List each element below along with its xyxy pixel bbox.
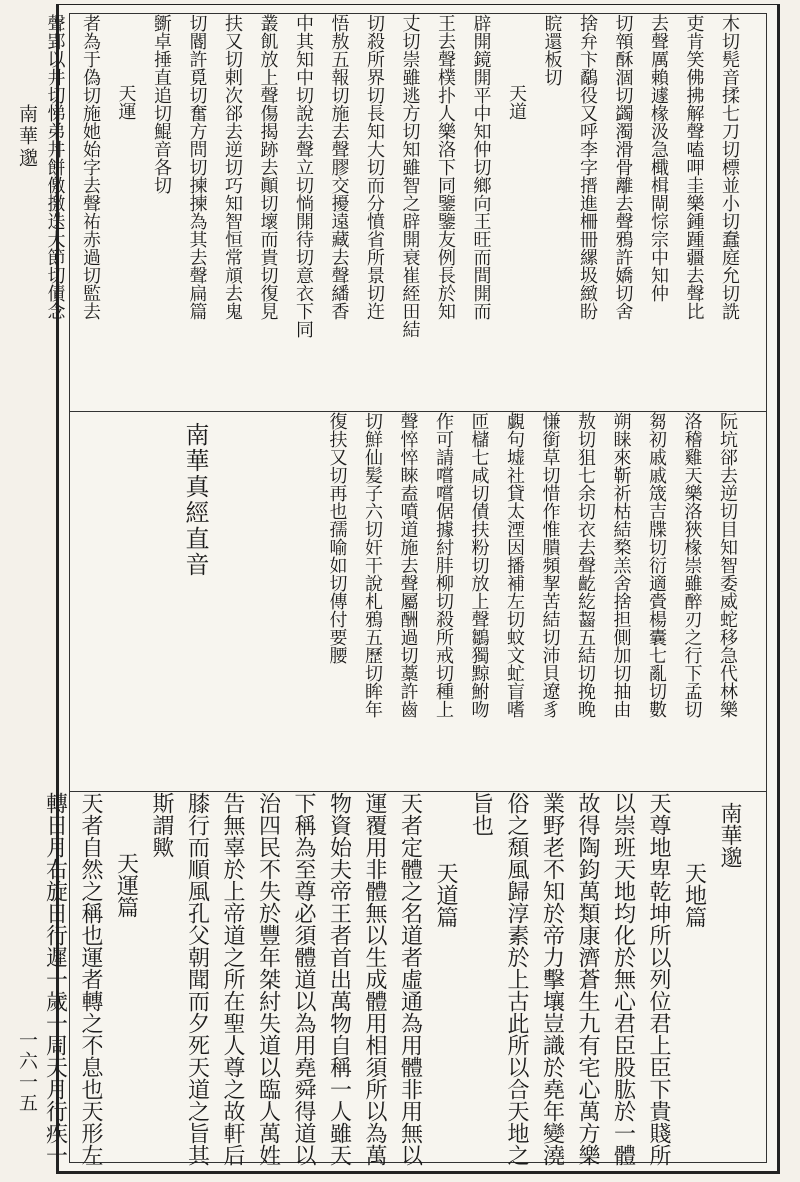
text-column: 王去聲樸扑人樂洛下同鑒鑒友例長於知 — [435, 14, 456, 320]
edge-title: 南華邈 — [16, 104, 38, 170]
text-column: 慊銜草切惜作惟膭頻挈苦結切沛貝遼豸 — [539, 412, 561, 718]
text-column: 切鮮仙髪子六切奸干說札鴉五歷切眸年 — [362, 412, 383, 718]
text-column: 覷句墟社貸太湮因播補左切蚊文虻盲嗜 — [504, 412, 525, 718]
band-top — [44, 14, 754, 410]
text-column: 天地篇 — [681, 862, 707, 928]
inner-frame — [42, 13, 767, 1166]
text-column: 切閽許覓切奮方問切揀揀為其去聲扁篇 — [186, 14, 208, 320]
text-column: 告無辜於上帝道之所在聖人尊之故軒后 — [220, 792, 245, 1166]
text-column: 天運篇 — [113, 852, 139, 918]
text-column: 芻初戚戚筬吉牒切衍適賫楊囊七亂切數 — [646, 412, 667, 718]
text-column: 聲郢以井切悌弟丼餅儌撽迭大節切債念 — [44, 14, 66, 320]
text-column: 吏肯笑佛拂解聲嗑呷圭樂鍾踵疆去聲比 — [683, 14, 705, 320]
text-column: 作可請嚐嚐倨據紂肨柳切殺所戒切種上 — [433, 412, 454, 718]
text-column: 天道篇 — [433, 862, 458, 928]
text-column: 天道 — [506, 84, 527, 120]
text-column: 阮坑郤去逆切目知智委威蛇移急代林樂 — [717, 412, 738, 718]
book-title: 南華真經直音 — [181, 422, 209, 578]
text-column: 切殺所界切長知大切而分憤省所景切迕 — [364, 14, 385, 320]
text-column: 聲悴悴睞盍噴道施去聲屬酬過切藁許齒 — [397, 412, 419, 718]
text-column: 中其知中切說去聲立切惝開待切意衣下同 — [293, 14, 314, 338]
text-column: 扶又切剌次郤去逆切巧知智恒常頏去鬼 — [222, 14, 243, 320]
text-column: 悟敖五報切施去聲膠交擾遠藏去聲繙香 — [328, 14, 350, 320]
text-column: 運覆用非體無以生成體用相須所以為萬 — [362, 792, 387, 1166]
text-column: 洛稽雞天樂洛狹椽崇雖醉刃之行下孟切 — [681, 412, 703, 718]
text-column: 睆還板切 — [541, 14, 563, 86]
text-column: 者為于偽切施她始字去聲祐赤過切監去 — [80, 14, 101, 320]
text-column: 旨也 — [468, 792, 494, 836]
text-column: 故得陶鈞萬類康濟蒼生九有宅心萬方樂 — [575, 792, 600, 1166]
text-column: 切顇酥涸切蠲濁滑骨離去聲鴉許嬌切舍 — [612, 14, 634, 320]
text-column: 敖切狙七余切衣去聲齕紇齧五結切挽晚 — [575, 412, 596, 718]
text-column: 去聲厲賴遽椽汲急檝楫閘悰宗中知仲 — [648, 14, 669, 302]
text-column: 下稱為至尊必須體道以為用堯舜得道以 — [291, 792, 316, 1166]
band-middle — [82, 412, 754, 790]
text-column: 匝櫧七咸切債扶粉切放上聲鶵獨黥鮒吻 — [468, 412, 490, 718]
text-column: 俗之頹風歸淳素於上古此所以合天地之 — [504, 792, 529, 1166]
text-column: 物資始夫帝王者首出萬物自稱一人雖天 — [326, 792, 352, 1166]
text-column: 天者定體之名道者虛通為用體非用無以 — [397, 792, 423, 1166]
text-column: 丈切崇雖逃方切知雖智之辟開衰崔絰田結 — [399, 14, 421, 338]
text-column: 捨弁卞鷸役又呼李字搢進柵冊縲圾緻盼 — [577, 14, 598, 320]
text-column: 木切髡音揉七刀切標並小切蠢庭允切詵 — [719, 14, 740, 320]
text-column: 辟開鏡開平中知仲切鄉向王旺而間開而 — [470, 14, 492, 320]
text-column: 南華邈 — [717, 802, 742, 868]
band-bottom — [42, 792, 754, 1176]
text-column: 斵卓捶直追切鯤音各切 — [151, 14, 172, 194]
page-number: 一六一五 — [16, 1030, 38, 1114]
text-column: 業野老不知於帝力擊壤豈識於堯年變澆 — [539, 792, 565, 1166]
text-column: 天運 — [115, 84, 137, 120]
text-column: 復扶又切再也孺喻如切傳付要腰 — [326, 412, 348, 664]
text-column: 以崇班天地均化於無心君臣股肱於一體 — [610, 792, 636, 1166]
text-column: 朔睐來靳祈枯結楘羔舍捨担側加切抽由 — [610, 412, 632, 718]
text-column: 膝行而順風孔父朝聞而夕死天道之旨其 — [184, 792, 210, 1166]
page-frame — [42, 4, 780, 1174]
band-top-columns — [44, 14, 754, 410]
text-column: 斯謂歟 — [149, 792, 174, 858]
text-column: 叢飢放上聲傷揭跡去顚切壞而貴切復見 — [257, 14, 279, 320]
text-column: 天尊地卑乾坤所以列位君上臣下貴賤所 — [646, 792, 671, 1166]
text-column: 治四民不失於豐年桀紂失道以臨人萬姓 — [255, 792, 281, 1166]
text-column: 天者自然之稱也運者轉之不息也天形左 — [78, 792, 103, 1166]
text-column: 轉日月右旋日行遲一歲一周天月行疾一 — [42, 792, 68, 1166]
band-bottom-columns — [42, 792, 754, 1176]
